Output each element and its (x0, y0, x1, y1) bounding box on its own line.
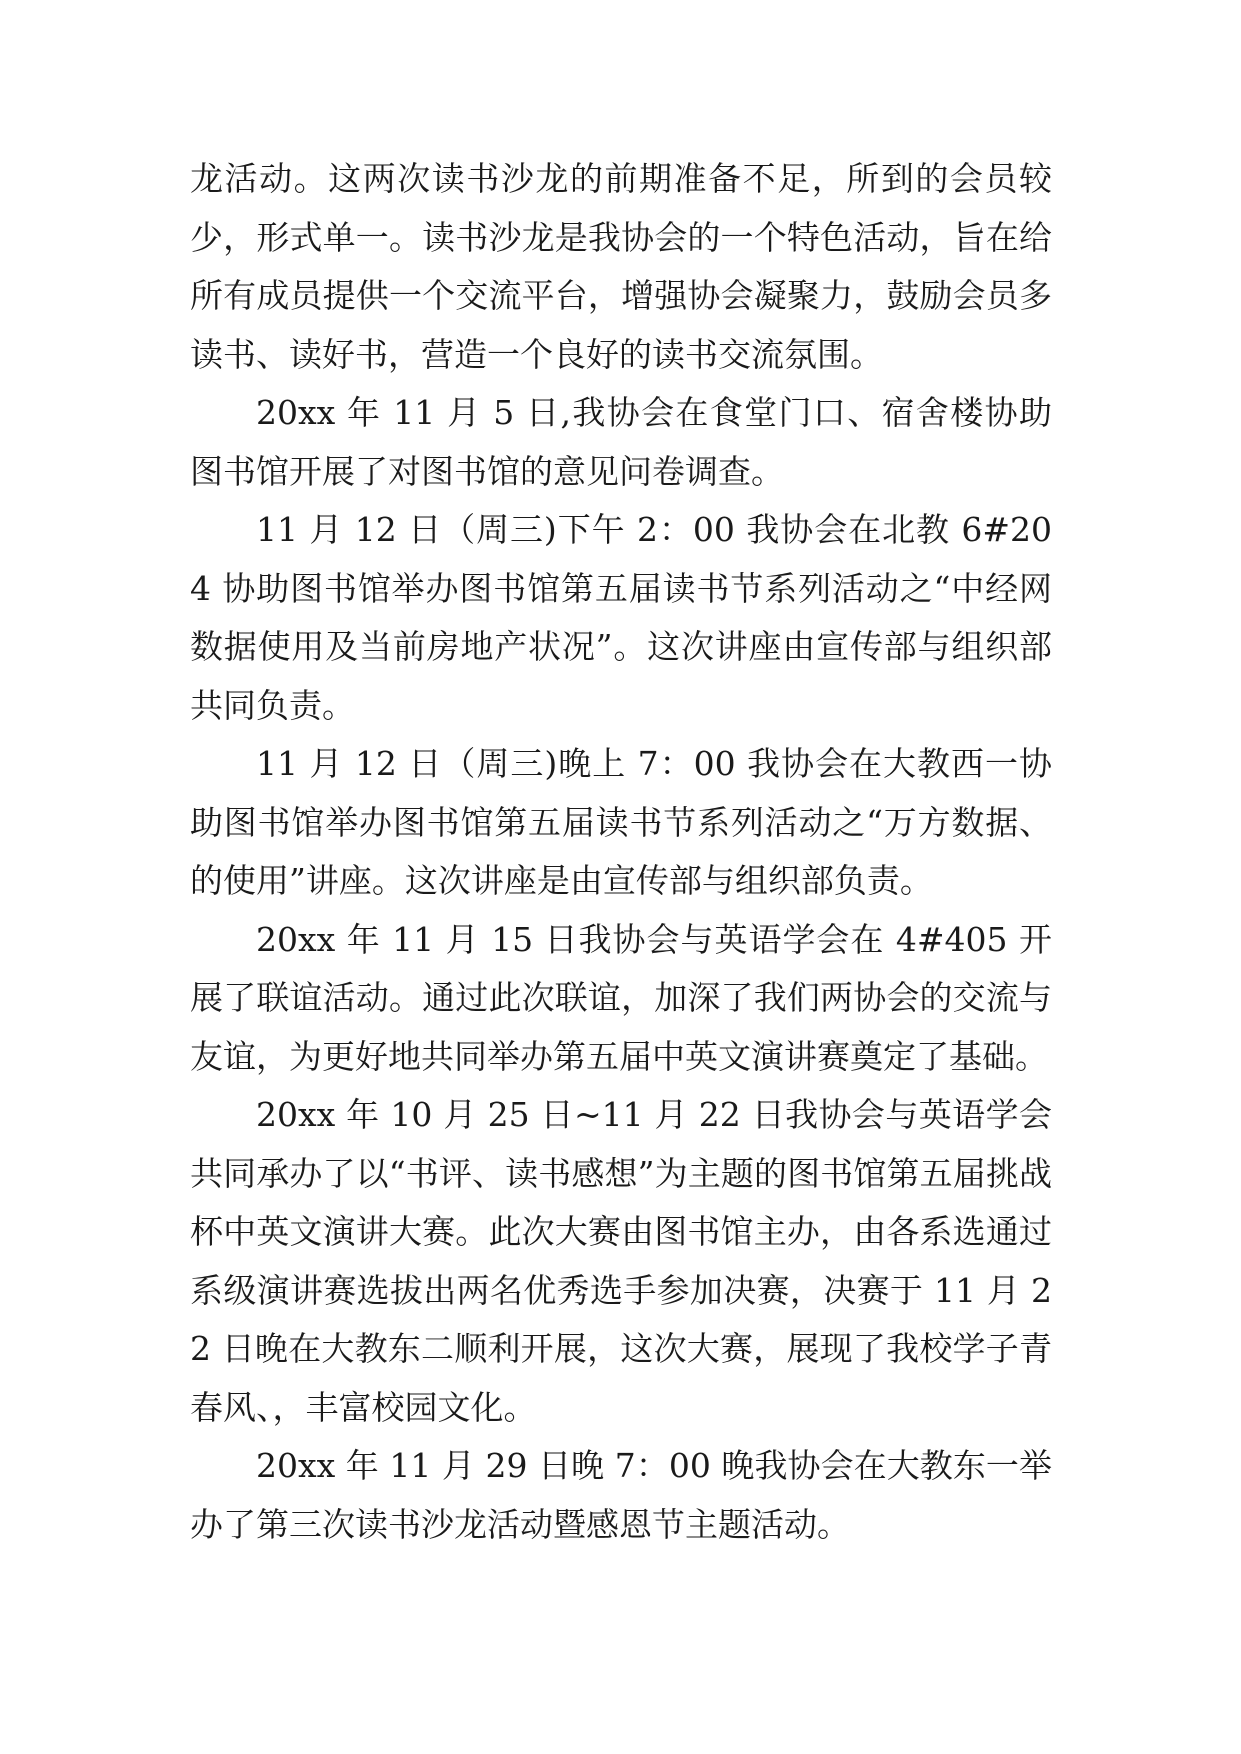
paragraph: 20xx 年 11 月 15 日我协会与英语学会在 4#405 开展了联谊活动。通过此次联谊，加深了我们两协会的交流与友谊，为更好地共同举办第五届中英文演讲赛奠定了基础。 (190, 919, 1052, 1076)
paragraph: 11 月 12 日（周三)晚上 7：00 我协会在大教西一协助图书馆举办图书馆第五届读书节系列活动之“万方数据、的使用”讲座。这次讲座是由宣传部与组织部负责。 (190, 744, 1052, 900)
paragraph: 龙活动。这两次读书沙龙的前期准备不足，所到的会员较少，形式单一。读书沙龙是我协会的一个特色活动，旨在给所有成员提供一个交流平台，增强协会凝聚力，鼓励会员多读书、读好书，营造一个良好的读书交流氛围。 (190, 159, 1052, 374)
paragraph: 20xx 年 11 月 5 日,我协会在食堂门口、宿舍楼协助图书馆开展了对图书馆的意见问卷调查。 (190, 393, 1052, 491)
paragraph: 20xx 年 11 月 29 日晚 7：00 晚我协会在大教东一举办了第三次读书沙龙活动暨感恩节主题活动。 (190, 1446, 1052, 1544)
document-body (190, 150, 1052, 1554)
paragraph: 11 月 12 日（周三)下午 2：00 我协会在北教 6#204 协助图书馆举办图书馆第五届读书节系列活动之“中经网数据使用及当前房地产状况”。这次讲座由宣传部与组织部共同负责。 (190, 510, 1052, 725)
paragraph: 20xx 年 10 月 25 日~11 月 22 日我协会与英语学会共同承办了以“书评、读书感想”为主题的图书馆第五届挑战杯中英文演讲大赛。此次大赛由图书馆主办，由各系选通过系级演讲赛选拔出两名优秀选手参加决赛，决赛于 11 月 22 日晚在大教东二顺利开展，这次大赛，展现了我校学子青春风、，丰富校园文化。 (190, 1095, 1052, 1427)
